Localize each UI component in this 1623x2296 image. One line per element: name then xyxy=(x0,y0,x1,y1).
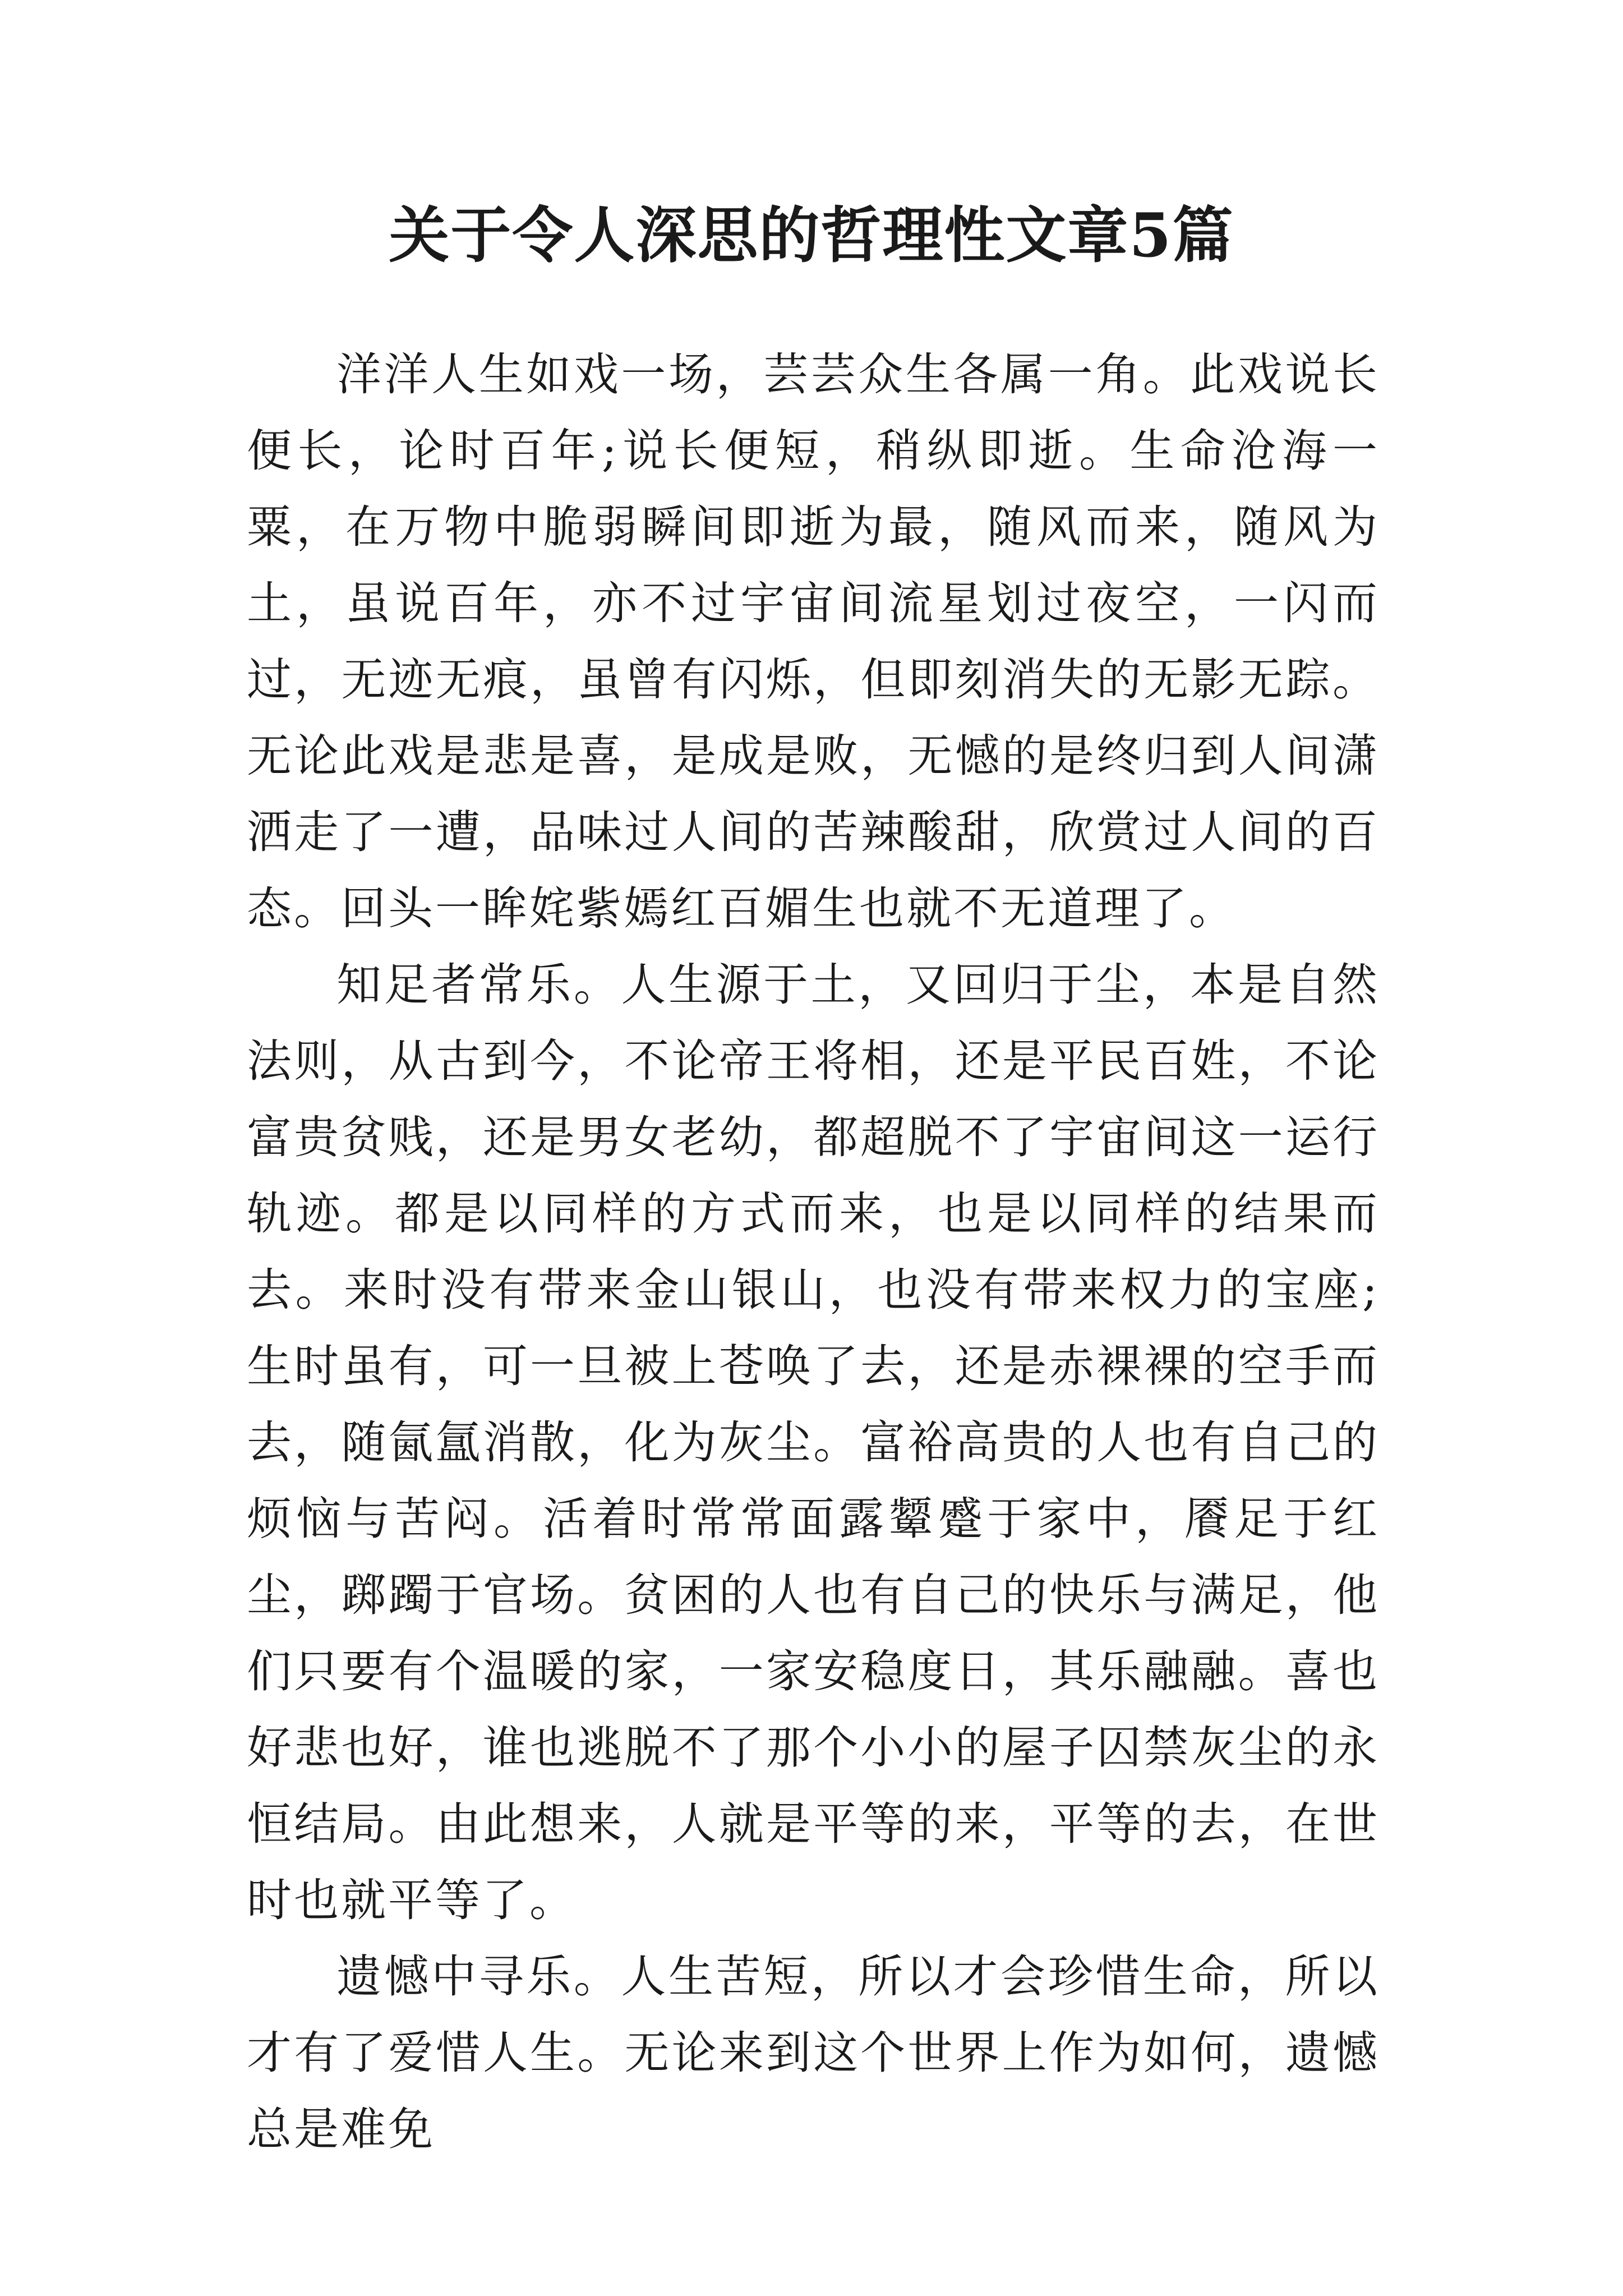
document-title: 关于令人深思的哲理性文章5篇 xyxy=(389,200,1234,271)
paragraph-2: 知足者常乐。人生源于土，又回归于尘，本是自然法则，从古到今，不论帝王将相，还是平民百姓，不论富贵贫贱，还是男女老幼，都超脱不了宇宙间这一运行轨迹。都是以同样的方式而来，也是以同样的结果而去。来时没有带来金山银山，也没有带来权力的宝座;生时虽有，可一旦被上苍唤了去，还是赤裸裸的空手而去，随氤氲消散，化为灰尘。富裕高贵的人也有自己的烦恼与苦闷。活着时常常面露颦蹙于家中，餍足于红尘，踯躅于官场。贫困的人也有自己的快乐与满足，他们只要有个温暖的家，一家安稳度日，其乐融融。喜也好悲也好，谁也逃脱不了那个小小的屋子囚禁灰尘的永恒结局。由此想来，人就是平等的来，平等的去，在世时也就平等了。 xyxy=(247,959,1380,1926)
paragraph-1: 洋洋人生如戏一场，芸芸众生各属一角。此戏说长便长，论时百年;说长便短，稍纵即逝。生命沧海一粟，在万物中脆弱瞬间即逝为最，随风而来，随风为土，虽说百年，亦不过宇宙间流星划过夜空，一闪而过，无迹无痕，虽曾有闪烁，但即刻消失的无影无踪。无论此戏是悲是喜，是成是败，无憾的是终归到人间潇洒走了一遭，品味过人间的苦辣酸甜，欣赏过人间的百态。回头一眸姹紫嫣红百媚生也就不无道理了。 xyxy=(247,348,1380,935)
paragraph-3: 遗憾中寻乐。人生苦短，所以才会珍惜生命，所以才有了爱惜人生。无论来到这个世界上作为如何，遗憾总是难免 xyxy=(247,1950,1380,2155)
document-body xyxy=(247,337,1380,2168)
